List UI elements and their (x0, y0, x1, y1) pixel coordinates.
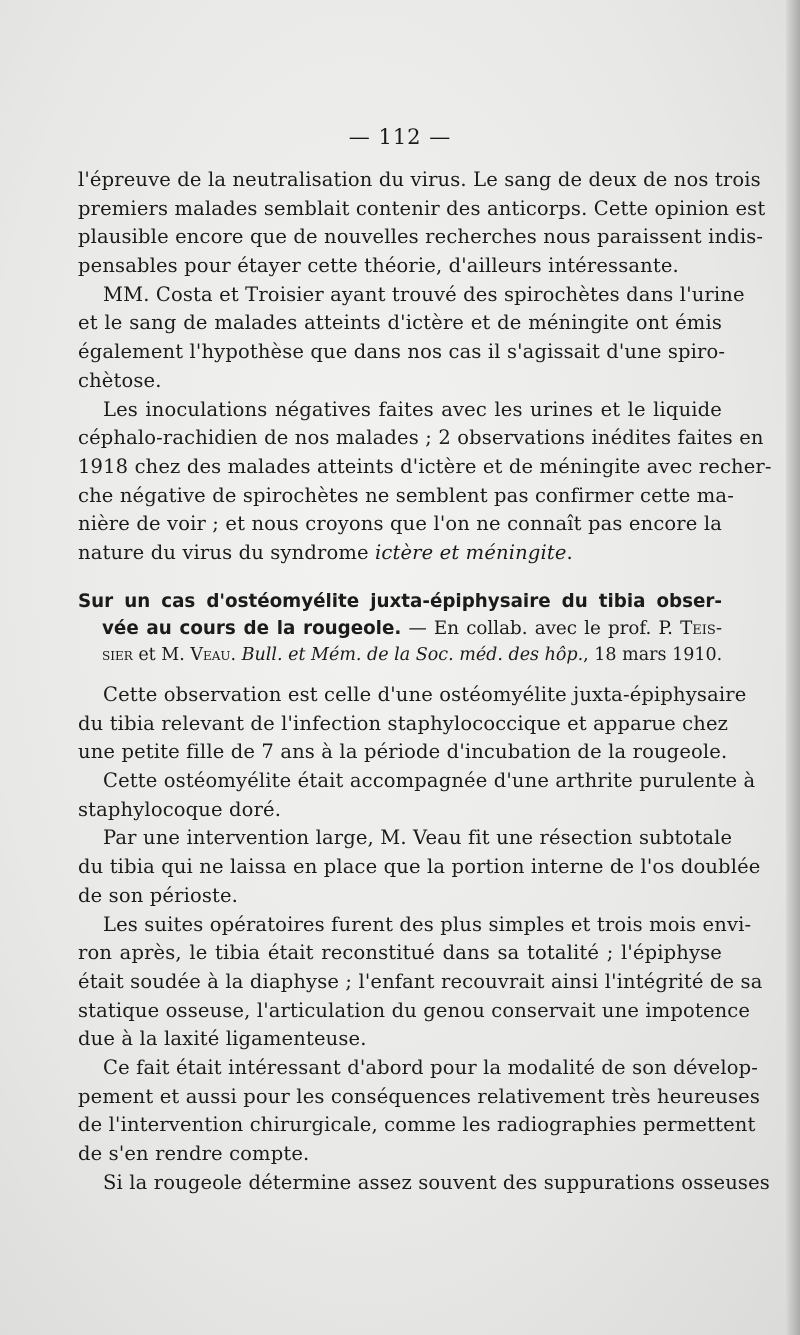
text-line: due à la laxité ligamenteuse. (78, 1027, 367, 1051)
text-line: du tibia relevant de l'infection staphylococcique et apparue chez (78, 711, 729, 735)
text-line: chètose. (78, 368, 162, 392)
body-text-top (78, 166, 772, 568)
text-line: 1918 chez des malades atteints d'ictère et de méningite avec recher- (78, 454, 772, 478)
author-name: Teis- (680, 618, 722, 639)
text-line: Si la rougeole détermine assez souvent des suppurations osseuses (103, 1170, 770, 1194)
body-text-bottom (78, 681, 770, 1197)
text-line: Les suites opératoires furent des plus simples et trois mois envi- (103, 912, 752, 936)
text-line: ron après, le tibia était reconstitué dans sa totalité ; l'épiphyse (78, 941, 722, 965)
text-line: pensables pour étayer cette théorie, d'ailleurs intéressante. (78, 254, 679, 278)
author-name-2: Veau (190, 645, 231, 665)
author-name-cont: sier (102, 645, 133, 665)
reference-date: , 18 mars 1910. (583, 645, 723, 665)
collaboration-text: — En collab. avec le prof. P. (401, 618, 681, 639)
text-line: premiers malades semblait contenir des anticorps. Cette opinion est (78, 196, 766, 220)
section-title-line-2 (78, 615, 722, 642)
page-number: — 112 — (348, 125, 452, 149)
page-edge-shadow (786, 0, 800, 1335)
text-line: statique osseuse, l'articulation du genou conservait une impotence (78, 998, 751, 1022)
text-line: de son périoste. (78, 883, 239, 907)
text-line: du tibia qui ne laissa en place que la portion interne de l'os doublée (78, 855, 761, 879)
text-line: plausible encore que de nouvelles recherches nous paraissent indis- (78, 225, 764, 249)
text-line: Ce fait était intéressant d'abord pour la modalité de son dévelop- (103, 1055, 759, 1079)
italic-term: ictère et méningite (375, 540, 567, 564)
text-line: MM. Costa et Troisier ayant trouvé des spirochètes dans l'urine (103, 282, 745, 306)
text-line: staphylocoque doré. (78, 797, 282, 821)
text-line: également l'hypothèse que dans nos cas il s'agissait d'une spiro- (78, 340, 726, 364)
text-line: Les inoculations négatives faites avec les urines et le liquide (103, 397, 722, 421)
text-fragment: . (566, 540, 573, 564)
text-line: che négative de spirochètes ne semblent pas confirmer cette ma- (78, 483, 734, 507)
text-line: céphalo-rachidien de nos malades ; 2 observations inédites faites en (78, 426, 764, 450)
section-title-fragment: vée au cours de la rougeole. (102, 618, 402, 639)
text-line: Cette observation est celle d'une ostéomyélite juxta-épiphysaire (103, 683, 747, 706)
text-fragment: nature du virus du syndrome (78, 540, 376, 564)
reference-fragment: et M. (132, 645, 191, 665)
text-line: de s'en rendre compte. (78, 1142, 310, 1165)
text-line: pement et aussi pour les conséquences relativement très heureuses (78, 1084, 760, 1108)
text-line: nière de voir ; et nous croyons que l'on ne connaît pas encore la (78, 512, 722, 536)
text-line: l'épreuve de la neutralisation du virus. Le sang de deux de nos trois (78, 168, 761, 191)
journal-title: Bull. et Mém. de la Soc. méd. des hôp. (241, 645, 584, 665)
section-heading (78, 588, 722, 669)
section-title-line: Sur un cas d'ostéomyélite juxta-épiphysaire du tibia obser- (78, 591, 722, 612)
text-line-final (78, 539, 722, 568)
text-line: était soudée à la diaphyse ; l'enfant recouvrait ainsi l'intégrité de sa (78, 969, 763, 993)
text-line: de l'intervention chirurgicale, comme les radiographies permettent (78, 1113, 756, 1137)
text-line: une petite fille de 7 ans à la période d'incubation de la rougeole. (78, 740, 728, 764)
text-line: Cette ostéomyélite était accompagnée d'une arthrite purulente à (103, 769, 756, 793)
reference-line (78, 642, 722, 669)
text-line: et le sang de malades atteints d'ictère et de méningite ont émis (78, 311, 722, 335)
text-line: Par une intervention large, M. Veau fit une résection subtotale (103, 826, 733, 850)
reference-fragment: . (230, 645, 242, 665)
